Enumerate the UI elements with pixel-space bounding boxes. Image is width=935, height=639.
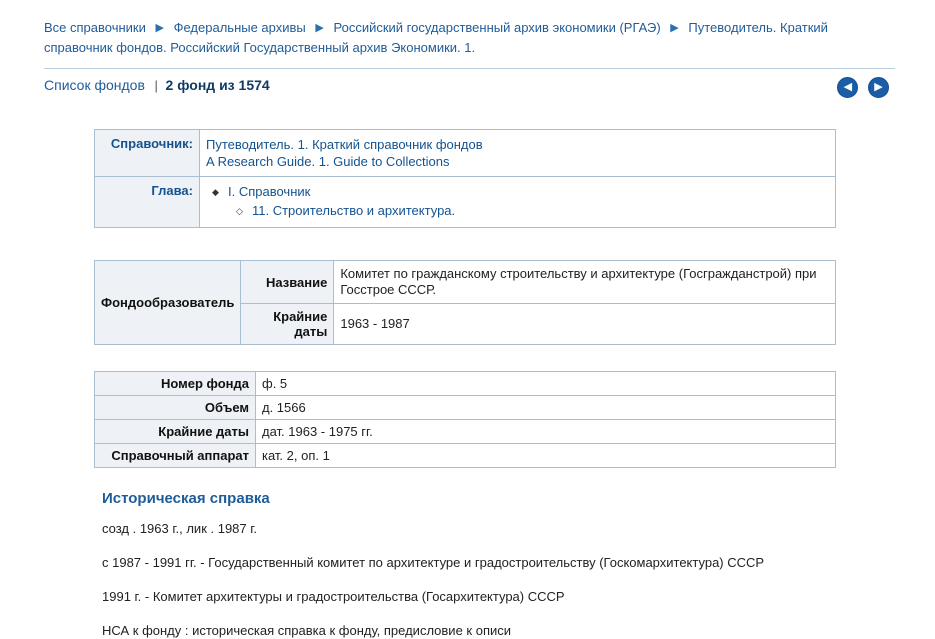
breadcrumb-item-3[interactable]: Путеводитель. Краткий справочник фондов. Российский Государственный архив Экономики. 1. <box>44 20 828 55</box>
chapter-label: Глава: <box>95 177 200 228</box>
chapter-link-level2[interactable]: 11. Строительство и архитектура. <box>252 203 456 218</box>
founder-dates-value: 1963 - 1987 <box>334 304 836 345</box>
detail-key-3: Справочный аппарат <box>95 444 256 468</box>
historical-note-paragraph-3: НСА к фонду : историческая справка к фонду, предисловие к описи <box>102 623 512 638</box>
table-row <box>95 420 836 444</box>
breadcrumb-item-2[interactable]: Российский государственный архив экономики (РГАЭ) <box>333 20 661 35</box>
table-row <box>95 372 836 396</box>
historical-note-paragraph-1: с 1987 - 1991 гг. - Государственный комитет по архитектуре и градостроительству (Госкомархитектура) СССР <box>102 555 765 570</box>
pager-controls <box>831 77 889 98</box>
founder-name-value: Комитет по гражданскому строительству и архитектуре (Госгражданстрой) при Госстрое СССР. <box>334 261 836 304</box>
guide-title-ru[interactable]: Путеводитель. 1. Краткий справочник фондов <box>206 137 483 152</box>
detail-value-2: дат. 1963 - 1975 гг. <box>256 420 836 444</box>
guide-table <box>94 129 836 228</box>
chapter-row <box>95 177 836 228</box>
chapter-value <box>200 177 836 228</box>
chapter-link-level1[interactable]: I. Справочник <box>228 184 311 199</box>
historical-note-heading: Историческая справка <box>102 490 270 507</box>
breadcrumb <box>0 0 935 64</box>
title-separator: | <box>154 78 158 93</box>
table-row <box>95 444 836 468</box>
breadcrumb-item-0[interactable]: Все справочники <box>44 20 146 35</box>
detail-value-1: д. 1566 <box>256 396 836 420</box>
founder-name-label: Название <box>241 261 334 304</box>
founder-dates-label: Крайние даты <box>241 304 334 345</box>
breadcrumb-separator-icon <box>670 18 678 38</box>
breadcrumb-item-1[interactable]: Федеральные архивы <box>173 20 306 35</box>
founder-table <box>94 260 836 345</box>
fund-details-table <box>94 371 836 468</box>
chapter-item-level2 <box>206 201 829 221</box>
table-row <box>95 396 836 420</box>
guide-title-en[interactable]: A Research Guide. 1. Guide to Collections <box>206 154 450 169</box>
historical-note-paragraph-2: 1991 г. - Комитет архитектуры и градостроительства (Госархитектура) СССР <box>102 589 565 604</box>
detail-key-1: Объем <box>95 396 256 420</box>
chapter-list <box>206 183 829 221</box>
fund-list-link[interactable]: Список фондов <box>44 77 145 93</box>
detail-value-0: ф. 5 <box>256 372 836 396</box>
founder-side-label: Фондообразователь <box>95 261 241 345</box>
chapter-item-level1 <box>206 183 829 201</box>
guide-value <box>200 130 836 177</box>
previous-arrow-icon[interactable]: ◀ <box>837 77 858 98</box>
fund-counter: 2 фонд из 1574 <box>165 77 270 93</box>
historical-note-paragraph-0: созд . 1963 г., лик . 1987 г. <box>102 521 258 536</box>
detail-key-0: Номер фонда <box>95 372 256 396</box>
detail-key-2: Крайние даты <box>95 420 256 444</box>
guide-label: Справочник: <box>95 130 200 177</box>
breadcrumb-separator-icon <box>156 18 164 38</box>
guide-row <box>95 130 836 177</box>
next-arrow-icon[interactable]: ▶ <box>868 77 889 98</box>
breadcrumb-separator-icon <box>315 18 323 38</box>
title-row <box>0 69 935 105</box>
historical-note-section <box>94 490 854 639</box>
detail-value-3: кат. 2, оп. 1 <box>256 444 836 468</box>
founder-name-row <box>95 261 836 304</box>
